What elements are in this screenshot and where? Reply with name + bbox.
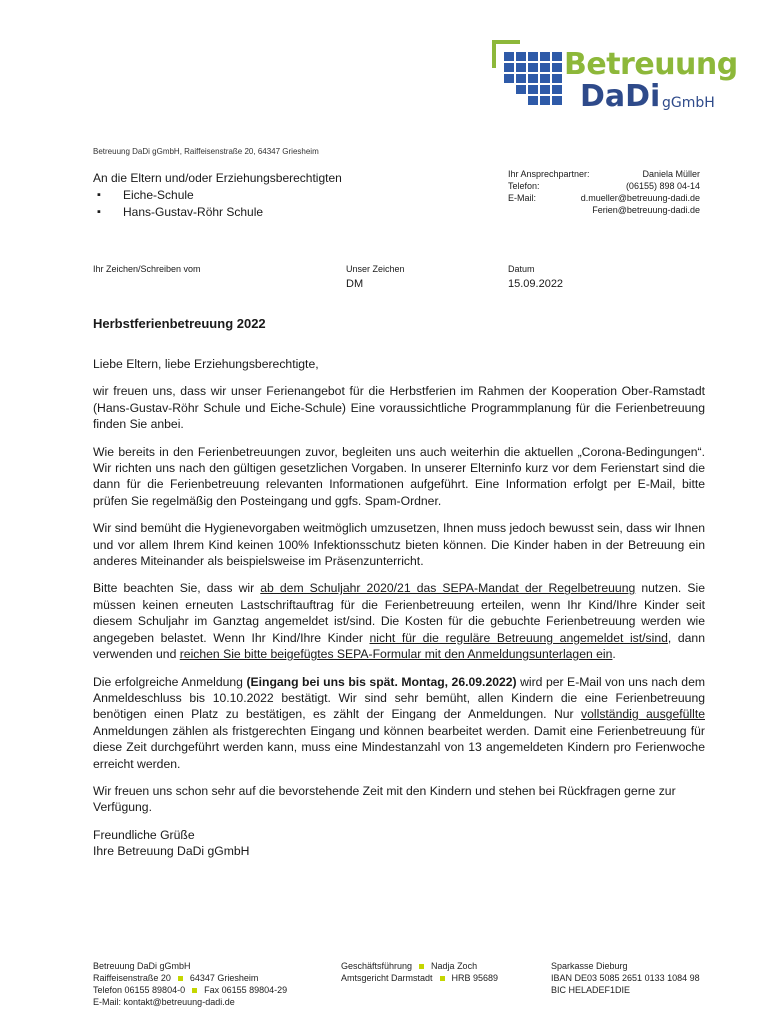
- footer-court: Amtsgericht Darmstadt: [341, 973, 433, 983]
- ref-yours-label: Ihr Zeichen/Schreiben vom: [93, 264, 201, 274]
- company-logo: [492, 40, 738, 120]
- logo-grid-cell: [516, 74, 526, 83]
- letter-subject: Herbstferienbetreuung 2022: [93, 316, 266, 331]
- logo-grid-cell: [552, 63, 562, 72]
- footer-bank: [551, 960, 700, 996]
- contact-phone-label: Telefon:: [508, 181, 540, 191]
- salutation: Liebe Eltern, liebe Erziehungsberechtigte,: [93, 357, 319, 371]
- recipient-heading: An die Eltern und/oder Erziehungsberechtigten: [93, 171, 342, 185]
- logo-grid-cell: [540, 96, 550, 105]
- p5-text-b: wird per E-Mail von uns nach dem Anmeldeschluss bis 10.10.2022 bestätigt. Wir sind sehr bemüht, allen Kindern die eine Ferienbetreuung benötigen einen Platz zu bestätigen, es zählt der Eingang der Anmeldungen. Nur: [93, 674, 705, 722]
- p4-underline-3: reichen Sie bitte beigefügtes SEPA-Formular mit den Anmeldungsunterlagen ein: [179, 647, 613, 662]
- recipient-block: [93, 170, 342, 221]
- footer-street: Raiffeisenstraße 20: [93, 973, 171, 983]
- contact-phone: (06155) 898 04-14: [625, 181, 700, 191]
- footer-city: 64347 Griesheim: [189, 973, 259, 983]
- logo-grid-cell: [504, 74, 514, 83]
- footer-iban: IBAN DE03 5085 2651 0133 1084 98: [551, 973, 700, 983]
- logo-grid-cell: [528, 52, 538, 61]
- logo-grid-icon: [492, 40, 572, 120]
- logo-grid-cell: [540, 63, 550, 72]
- sender-address-line: Betreuung DaDi gGmbH, Raiffeisenstraße 20, 64347 Griesheim: [93, 147, 319, 156]
- contact-person-label: Ihr Ansprechpartner:: [508, 169, 590, 179]
- logo-grid-cell: [540, 52, 550, 61]
- footer-company: [93, 960, 287, 1008]
- logo-grid-cell: [528, 85, 538, 94]
- logo-grid-cell: [552, 85, 562, 94]
- logo-grid-cell: [552, 96, 562, 105]
- p4-text-b: nutzen. Sie müssen keinen erneuten Lastschriftauftrag für die Ferienbetreuung erteilen, wenn Ihr Kind/Ihre Kinder seit diesem Schuljahr im Ganztag angemeldet ist/sind. Die Kosten für die gebuchte Ferienbetreuung werden wie angegeben belastet. Wenn Ihr Kind/Ihre Kinder: [93, 581, 705, 645]
- letter-body: [93, 356, 705, 871]
- logo-grid-cell: [540, 85, 550, 94]
- ref-date-value: 15.09.2022: [508, 278, 564, 290]
- p4-text-a: Bitte beachten Sie, dass wir: [93, 581, 261, 596]
- separator-square-icon: [440, 976, 445, 981]
- separator-square-icon: [192, 988, 197, 993]
- footer-bank-name: Sparkasse Dieburg: [551, 961, 628, 971]
- logo-grid-cell: [516, 52, 526, 61]
- footer-management: [341, 960, 498, 984]
- logo-text-line2: DaDi: [580, 79, 661, 114]
- logo-grid-cell: [552, 74, 562, 83]
- paragraph-2: Wie bereits in den Ferienbetreuungen zuvor, begleiten uns auch weiterhin die aktuellen „Corona-Bedingungen“. Wir richten uns nach den gültigen gesetzlichen Vorgaben. In unserer Elterninfo kurz vor dem Ferienstart sind die dann für die Ferienbetreuung relevanten Informationen aufgeführt. Eine Information erfolgt per E-Mail, bitte prüfen Sie regelmäßig den Posteingang und ggfs. Spam-Ordner.: [93, 444, 705, 508]
- logo-grid-cell: [528, 96, 538, 105]
- contact-email-label: E-Mail:: [508, 193, 537, 203]
- ref-date-label: Datum: [508, 264, 535, 274]
- logo-grid-cell: [528, 63, 538, 72]
- contact-block: [508, 168, 700, 216]
- ref-ours-label: Unser Zeichen: [346, 264, 405, 274]
- recipient-list: [93, 187, 342, 221]
- logo-text-suffix: gGmbH: [662, 95, 715, 111]
- paragraph-5: [93, 674, 705, 772]
- logo-grid-cell: [552, 52, 562, 61]
- p5-deadline: (Eingang bei uns bis spät. Montag, 26.09.2022): [246, 674, 517, 689]
- footer-hrb: HRB 95689: [451, 973, 499, 983]
- closing-2: Ihre Betreuung DaDi gGmbH: [93, 844, 250, 859]
- contact-email-link[interactable]: d.mueller@betreuung-dadi.de: [580, 193, 700, 203]
- logo-grid-cell: [516, 85, 526, 94]
- closing-1: Freundliche Grüße: [93, 827, 195, 842]
- logo-text-line1: Betreuung: [564, 47, 738, 82]
- contact-person: Daniela Müller: [642, 169, 700, 179]
- separator-square-icon: [419, 964, 424, 969]
- logo-grid-cell: [504, 52, 514, 61]
- p5-text-a: Die erfolgreiche Anmeldung: [93, 674, 247, 689]
- footer-phone: Telefon 06155 89804-0: [93, 985, 186, 995]
- footer-mgmt-name: Nadja Zoch: [431, 961, 478, 971]
- p4-text-d: .: [612, 647, 616, 662]
- ref-ours-value: DM: [346, 278, 364, 290]
- footer-mgmt-label: Geschäftsführung: [341, 961, 413, 971]
- paragraph-3: Wir sind bemüht die Hygienevorgaben weitmöglich umzusetzen, Ihnen muss jedoch bewusst sein, dass wir Ihnen und vor allem Ihrem Kind keinen 100% Infektionsschutz bieten können. Die Kinder haben in der Betreuung ein anderes Miteinander als beispielsweise im Präsenzunterricht.: [93, 521, 705, 569]
- footer-company-name: Betreuung DaDi gGmbH: [93, 961, 191, 971]
- recipient-item: ▪ Eiche-Schule: [93, 187, 342, 204]
- logo-grid-cell: [540, 74, 550, 83]
- footer-fax: Fax 06155 89804-29: [204, 985, 288, 995]
- recipient-item: ▪ Hans-Gustav-Röhr Schule: [93, 204, 342, 221]
- separator-square-icon: [178, 976, 183, 981]
- footer-email-link[interactable]: E-Mail: kontakt@betreuung-dadi.de: [93, 997, 235, 1007]
- logo-grid-cell: [516, 63, 526, 72]
- paragraph-4: [93, 580, 705, 662]
- p4-text-c: , dann verwenden und: [93, 630, 705, 662]
- p4-underline-1: ab dem Schuljahr 2020/21 das SEPA-Mandat der Regelbetreuung: [260, 581, 636, 596]
- p5-underline: vollständig ausgefüllte: [581, 707, 705, 722]
- p5-text-c: Anmeldungen zählen als fristgerechten Eingang und können bearbeitet werden. Damit eine Ferienbetreuung für diese Zeit durchgeführt werden kann, muss eine Mindestanzahl von 13 angemeldeten Kindern pro Ferienwoche erreicht werden.: [93, 723, 705, 771]
- paragraph-6: Wir freuen uns schon sehr auf die bevorstehende Zeit mit den Kindern und stehen bei Rückfragen gerne zur Verfügung.: [93, 783, 676, 815]
- p4-underline-2: nicht für die reguläre Betreuung angemeldet ist/sind: [369, 630, 668, 645]
- contact-email2-link[interactable]: Ferien@betreuung-dadi.de: [592, 205, 700, 215]
- paragraph-1: wir freuen uns, dass wir unser Ferienangebot für die Herbstferien im Rahmen der Kooperation Ober-Ramstadt (Hans-Gustav-Röhr Schule und Eiche-Schule) Eine voraussichtliche Programmplanung für die Ferienbetreuung finden Sie anbei.: [93, 384, 705, 432]
- footer-bic: BIC HELADEF1DIE: [551, 985, 631, 995]
- logo-grid-cell: [528, 74, 538, 83]
- logo-grid-cell: [504, 63, 514, 72]
